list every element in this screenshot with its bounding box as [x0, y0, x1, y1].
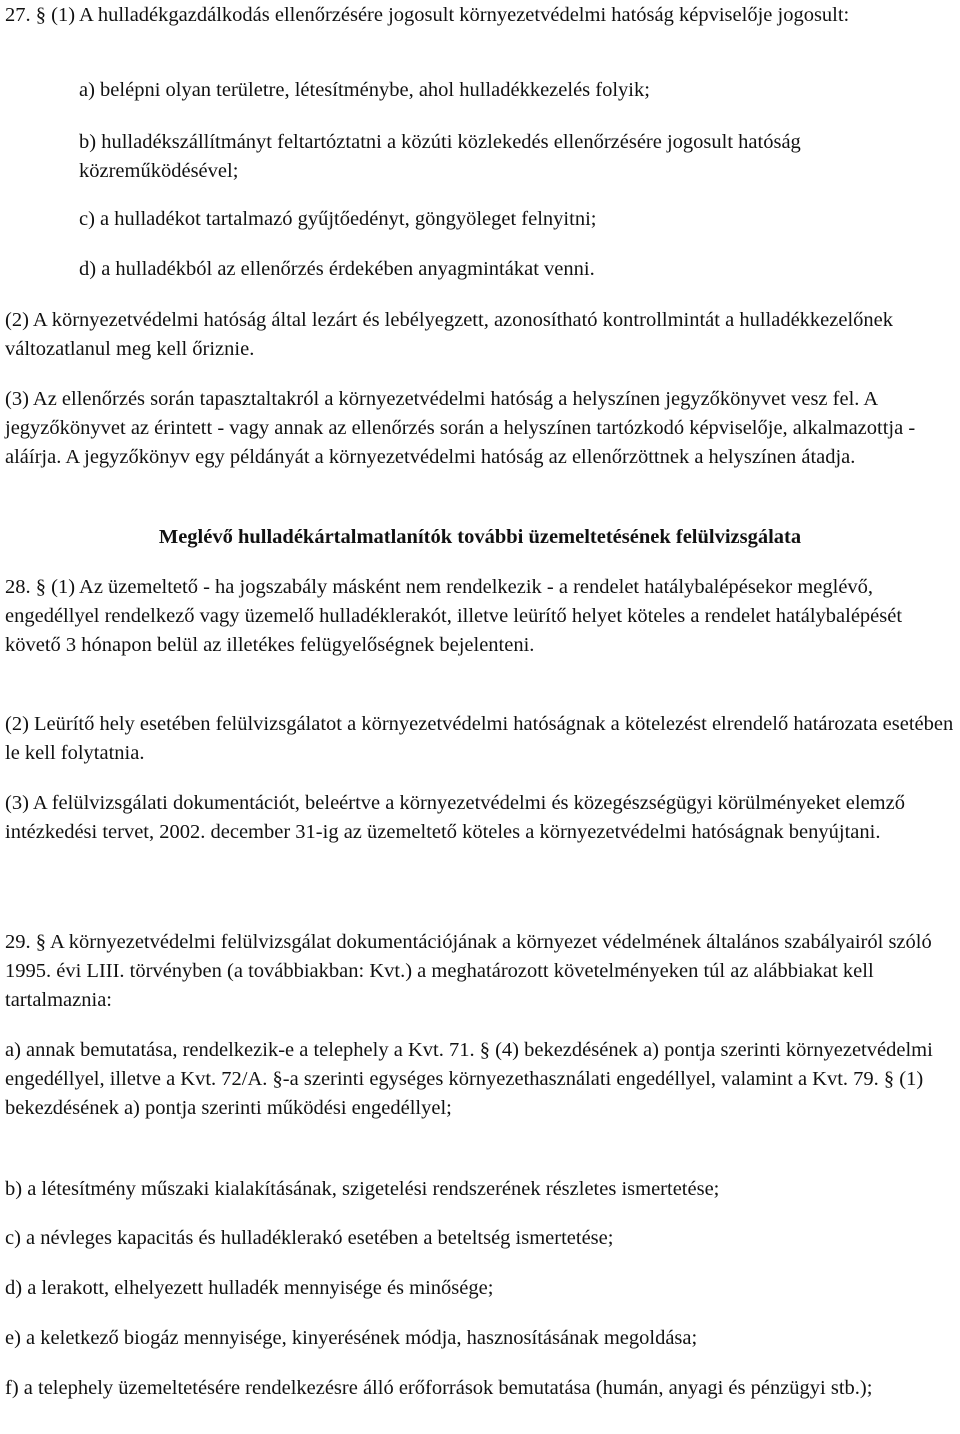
section-27-item-b: b) hulladékszállítmányt feltartóztatni a közúti közlekedés ellenőrzésére jogosult hatóság közreműködésével;: [79, 131, 801, 182]
section-27-paragraph-2: (2) A környezetvédelmi hatóság által lezárt és lebélyegzett, azonosítható kontrollmintát a hulladékkezelőnek változatlanul meg kell őriznie.: [5, 309, 894, 360]
section-29-item-c: c) a névleges kapacitás és hulladéklerakó esetében a beteltség ismertetése;: [5, 1227, 614, 1249]
section-28-paragraph-1: 28. § (1) Az üzemeltető - ha jogszabály másként nem rendelkezik - a rendelet hatálybalépésekor meglévő, engedéllyel rendelkező vagy üzemelő hulladéklerakót, illetve leürítő helyet köteles a rendelet hatálybalépését követő 3 hónapon belül az illetékes felügyelőségnek bejelenteni.: [5, 576, 903, 656]
section-29-item-a: a) annak bemutatása, rendelkezik-e a telephely a Kvt. 71. § (4) bekezdésének a) pontja szerinti környezetvédelmi engedéllyel, illetve a Kvt. 72/A. §-a szerinti egységes környezethasználati engedéllyel, valamint a Kvt. 79. § (1) bekezdésének a) pontja szerinti működési engedéllyel;: [5, 1039, 933, 1119]
section-27-item-a: a) belépni olyan területre, létesítménybe, ahol hulladékkezelés folyik;: [79, 79, 650, 101]
section-heading: Meglévő hulladékártalmatlanítók további üzemeltetésének felülvizsgálata: [158, 526, 802, 548]
section-29-item-f: f) a telephely üzemeltetésére rendelkezésre álló erőforrások bemutatása (humán, anyagi és pénzügyi stb.);: [5, 1377, 873, 1399]
section-27-item-c: c) a hulladékot tartalmazó gyűjtőedényt, göngyöleget felnyitni;: [79, 208, 597, 230]
section-28-paragraph-2: (2) Leürítő hely esetében felülvizsgálatot a környezetvédelmi hatóságnak a kötelezést elrendelő határozata esetében le kell folytatnia.: [5, 713, 954, 764]
section-29-intro: 29. § A környezetvédelmi felülvizsgálat dokumentációjának a környezet védelmének általános szabályairól szóló 1995. évi LIII. törvényben (a továbbiakban: Kvt.) a meghatározott követelményeken túl az alábbiakat kell tartalmaznia:: [5, 931, 932, 1011]
section-29-item-d: d) a lerakott, elhelyezett hulladék mennyisége és minősége;: [5, 1277, 494, 1299]
section-27-item-d: d) a hulladékból az ellenőrzés érdekében anyagmintákat venni.: [79, 258, 595, 280]
section-27-paragraph-3: (3) Az ellenőrzés során tapasztaltakról a környezetvédelmi hatóság a helyszínen jegyzőkönyvet vesz fel. A jegyzőkönyvet az érintett - vagy annak az ellenőrzés során a helyszínen tartózkodó képviselője, alkalmazottja - aláírja. A jegyzőkönyv egy példányát a környezetvédelmi hatóság az ellenőrzöttnek a helyszínen átadja.: [5, 388, 916, 468]
section-28-paragraph-3: (3) A felülvizsgálati dokumentációt, beleértve a környezetvédelmi és közegészségügyi körülményeket elemző intézkedési tervet, 2002. december 31-ig az üzemeltető köteles a környezetvédelmi hatóságnak benyújtani.: [5, 792, 905, 843]
section-29-item-b: b) a létesítmény műszaki kialakításának, szigetelési rendszerének részletes ismertetése;: [5, 1178, 720, 1200]
section-29-item-e: e) a keletkező biogáz mennyisége, kinyerésének módja, hasznosításának megoldása;: [5, 1327, 698, 1349]
section-27-intro: 27. § (1) A hulladékgazdálkodás ellenőrzésére jogosult környezetvédelmi hatóság képviselője jogosult:: [5, 4, 850, 26]
